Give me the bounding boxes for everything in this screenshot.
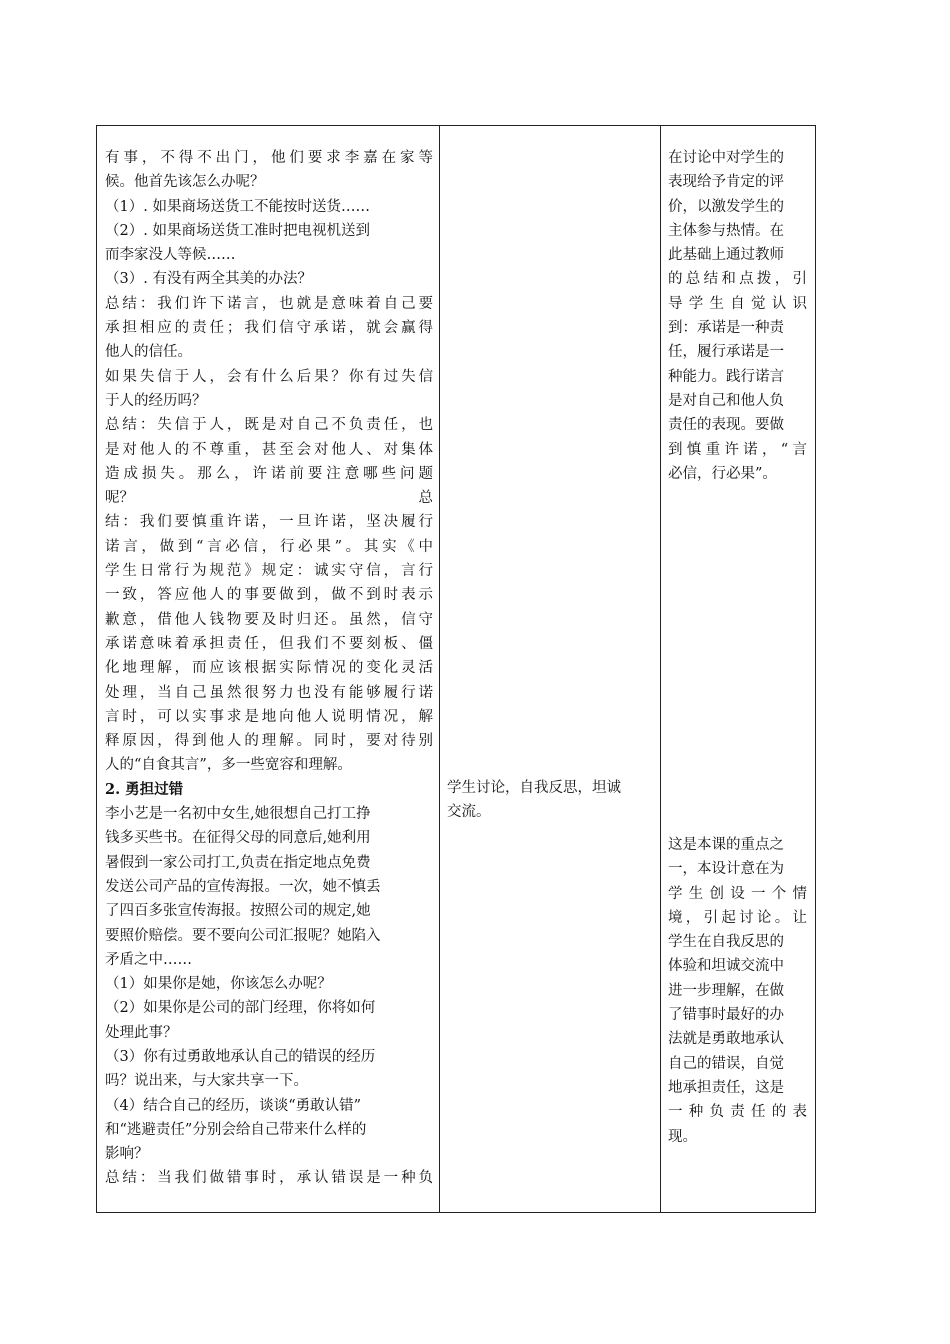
text-line: 交流。: [447, 804, 491, 821]
text-line: 法就是勇敢地承认: [668, 1031, 784, 1048]
text-line: 李小艺是一名初中女生,她很想自己打工挣: [105, 806, 371, 823]
text-line: 处理，当自己虽然很努力也没有能够履行诺: [105, 684, 433, 701]
text-line: 要照价赔偿。要不要向公司汇报呢？她陷入: [105, 927, 381, 944]
text-line: 有事，不得不出门，他们要求李嘉在家等: [105, 150, 433, 166]
text-line: 这是本课的重点之: [668, 837, 784, 853]
text-line: 任，履行承诺是一: [668, 344, 784, 361]
text-line: 处理此事？: [105, 1024, 178, 1041]
text-line: 言时，可以实事求是地向他人说明情况，解: [105, 708, 433, 725]
text-line: 到慎重许诺，“言: [668, 441, 807, 458]
text-line: 自己的错误，自觉: [668, 1055, 784, 1072]
text-line: 一致，答应他人的事要做到，做不到时表示: [105, 587, 433, 604]
text-line: 导学生自觉认识: [668, 295, 807, 312]
text-line: 于人的经历吗？: [105, 392, 207, 409]
text-line: 一种负责任的表: [668, 1104, 807, 1121]
lesson-table: [96, 125, 816, 1213]
design-intent-column: [660, 126, 815, 1212]
text-line: 主体参与热情。在: [668, 222, 784, 239]
text-line: 如果失信于人，会有什么后果？你有过失信: [105, 368, 433, 385]
text-line: 此基础上通过教师: [668, 247, 784, 264]
text-line: 到：承诺是一种责: [668, 320, 784, 337]
text-line: 和“逃避责任”分别会给自己带来什么样的: [105, 1121, 367, 1138]
text-line: 了四百多张宣传海报。按照公司的规定,她: [105, 903, 371, 920]
design-note-1: [668, 146, 807, 486]
text-line: 钱多买些书。在征得父母的同意后,她利用: [105, 830, 371, 847]
text-line: 影响？: [105, 1146, 149, 1163]
text-line: 总结：当我们做错事时，承认错误是一种负: [105, 1170, 433, 1187]
text-line: 诺言，做到“言必信，行必果”。其实《中: [105, 538, 433, 555]
text-line: 地承担责任，这是: [668, 1079, 784, 1096]
teaching-content-column: [97, 126, 439, 1212]
text-fragment: 呢？: [105, 490, 134, 507]
text-line: 释原因，得到他人的理解。同时，要对待别: [105, 733, 433, 750]
text-line: 总结：我们许下诺言，也就是意味着自己要: [105, 295, 433, 312]
text-line: 进一步理解，在做: [668, 982, 784, 999]
text-line: 学生在自我反思的: [668, 934, 784, 951]
text-line: 候。他首先该怎么办呢？: [105, 174, 265, 191]
text-line: （1）. 如果商场送货工不能按时送货……: [105, 198, 370, 215]
text-line: （2）如果你是公司的部门经理，你将如何: [105, 1000, 376, 1017]
text-line: 学生创设一个情: [668, 885, 807, 902]
text-line: 而李家没人等候……: [105, 247, 236, 264]
text-line: 吗？说出来，与大家共享一下。: [105, 1073, 308, 1090]
text-line: 歉意，借他人钱物要及时归还。虽然，信守: [105, 611, 433, 628]
text-line: （3）. 有没有两全其美的办法？: [105, 271, 312, 288]
text-line: 总结：失信于人，既是对自己不负责任，也: [105, 417, 433, 434]
text-line: 现。: [668, 1128, 697, 1145]
text-line: 暑假到一家公司打工,负责在指定地点免费: [105, 854, 371, 871]
section-heading: 2. 勇担过错: [105, 780, 184, 798]
text-line: 了错事时最好的办: [668, 1007, 784, 1024]
student-activity-column: [439, 126, 660, 1212]
text-line: 的总结和点拨，引: [668, 271, 807, 288]
text-line: 种能力。践行诺言: [668, 368, 784, 385]
text-fragment: 总: [418, 490, 433, 507]
text-line: 学生讨论，自我反思，坦诚: [447, 780, 621, 796]
text-line: 在讨论中对学生的: [668, 150, 784, 166]
text-line: 是对他人的不尊重，甚至会对他人、对集体: [105, 441, 433, 458]
text-line: （1）如果你是她，你该怎么办呢？: [105, 976, 332, 993]
text-line: 造成损失。那么，许诺前要注意哪些问题: [105, 465, 433, 482]
text-line: 化地理解，而应该根据实际情况的变化灵活: [105, 660, 433, 677]
text-line: 发送公司产品的宣传海报。一次，她不慎丢: [105, 878, 381, 895]
text-line: 承担相应的责任；我们信守承诺，就会赢得: [105, 320, 433, 337]
text-line: 价，以激发学生的: [668, 198, 784, 215]
text-line: [105, 486, 433, 510]
text-line: 结：我们要慎重许诺，一旦许诺，坚决履行: [105, 514, 433, 531]
text-line: 学生日常行为规范》规定：诚实守信，言行: [105, 563, 433, 580]
text-line: 责任的表现。要做: [668, 417, 784, 434]
text-line: （4）结合自己的经历，谈谈“勇敢认错”: [105, 1097, 362, 1114]
text-line: 一，本设计意在为: [668, 861, 784, 878]
text-line: 体验和坦诚交流中: [668, 958, 784, 975]
text-line: 是对自己和他人负: [668, 392, 784, 409]
text-line: 承诺意味着承担责任，但我们不要刻板、僵: [105, 635, 433, 652]
text-line: 表现给予肯定的评: [668, 174, 784, 191]
text-line: 矛盾之中……: [105, 951, 192, 968]
text-line: （2）. 如果商场送货工准时把电视机送到: [105, 222, 370, 239]
text-line: 人的“自食其言”，多一些宽容和理解。: [105, 757, 352, 774]
design-note-2: [668, 833, 807, 1149]
text-line: 他人的信任。: [105, 344, 192, 361]
student-activity-text: [447, 776, 621, 825]
text-line: 境，引起讨论。让: [668, 909, 807, 926]
text-line: 必信，行必果”。: [668, 465, 777, 482]
text-line: （3）你有过勇敢地承认自己的错误的经历: [105, 1048, 376, 1065]
